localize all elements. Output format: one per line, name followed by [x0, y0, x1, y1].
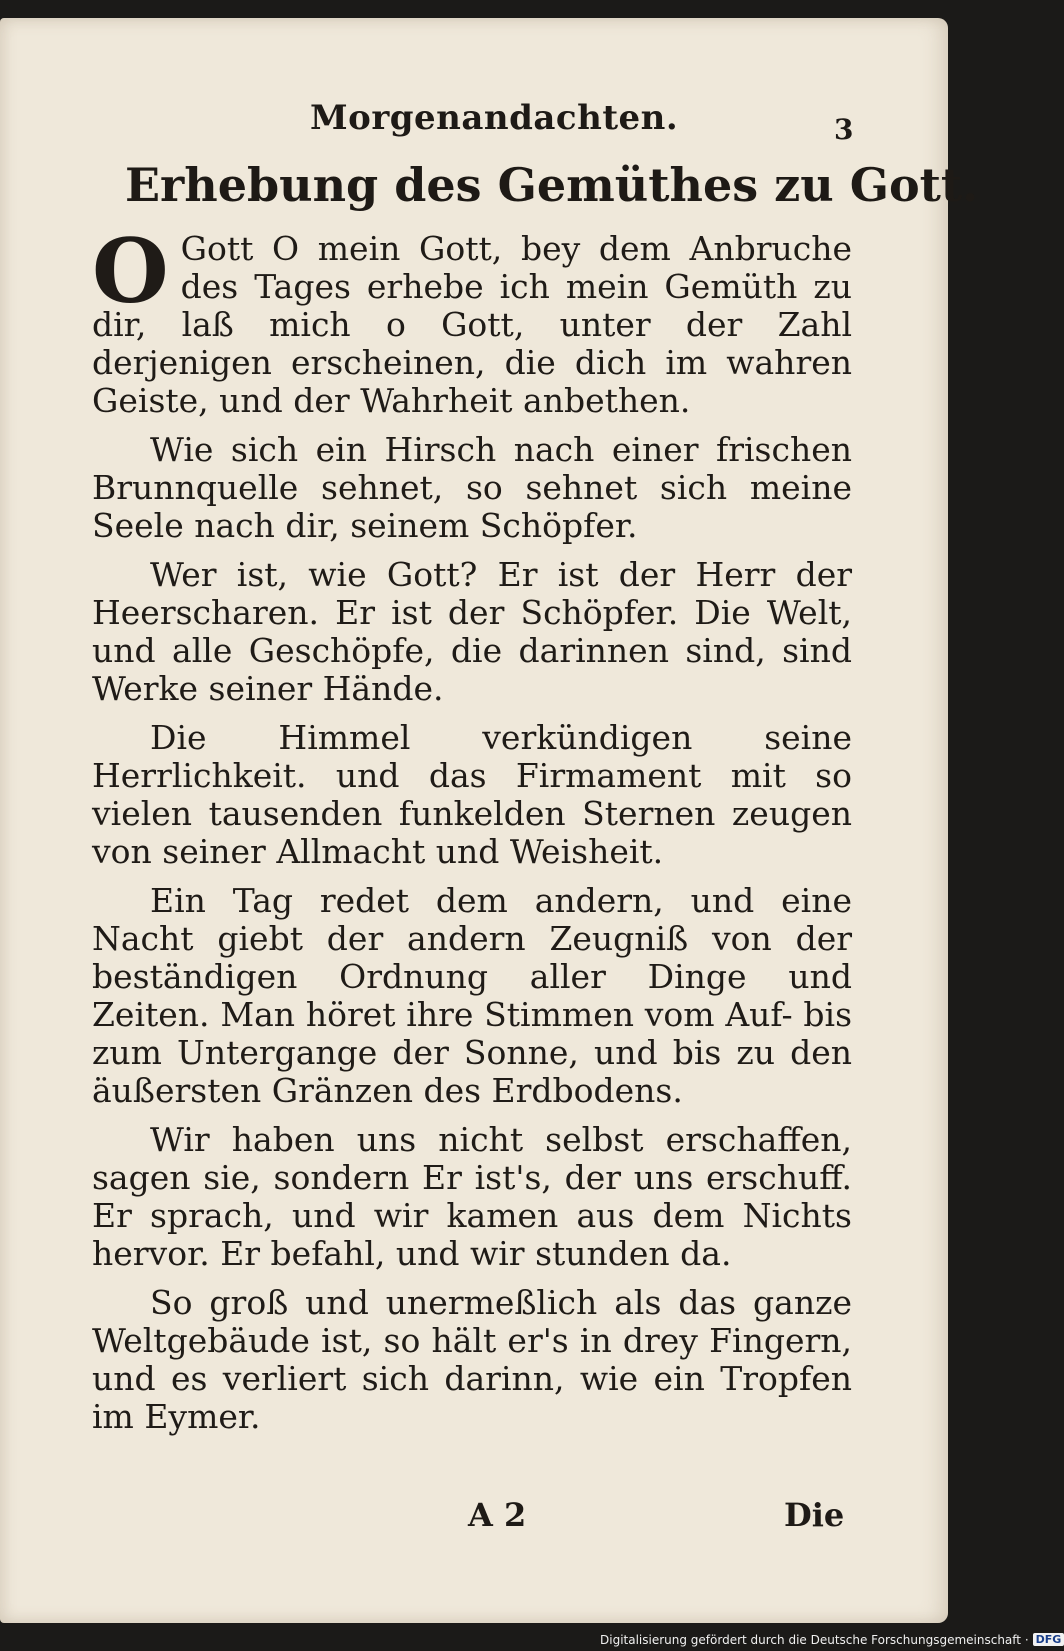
- paragraph-1: [92, 219, 852, 420]
- dfg-notice: [600, 1628, 1062, 1651]
- book-page: [0, 18, 979, 1623]
- drop-cap: O: [92, 219, 169, 323]
- signature-mark: A 2: [468, 1496, 527, 1534]
- paragraph-4: Die Himmel verkündigen seine Herrlichkeit. und das Firmament mit so vielen tausenden funkelden Sternen zeugen von seiner Allmacht und Weisheit.: [92, 718, 852, 871]
- dfg-notice-text: Digitalisierung gefördert durch die Deutsche Forschungsgemeinschaft ·: [600, 1632, 1029, 1647]
- paragraph-1-text: Gott O mein Gott, bey dem Anbruche des Tages erhebe ich mein Gemüth zu dir, laß mich o Gott, unter der Zahl derjenigen erscheinen, die dich im wahren Geiste, und der Wahrheit anbethen.: [92, 229, 852, 420]
- paragraph-7: So groß und unermeßlich als das ganze Weltgebäude ist, so hält er's in drey Fingern, und es verliert sich darinn, wie ein Tropfen im Eymer.: [92, 1283, 852, 1436]
- paragraph-6: Wir haben uns nicht selbst erschaffen, sagen sie, sondern Er ist's, der uns erschuff. Er sprach, und wir kamen aus dem Nichts hervor. Er befahl, und wir stunden da.: [92, 1120, 852, 1273]
- page-number: 3: [834, 113, 854, 146]
- paragraph-5: Ein Tag redet dem andern, und eine Nacht giebt der andern Zeugniß von der beständigen Ordnung aller Dinge und Zeiten. Man höret ihre Stimmen vom Auf- bis zum Untergange der Sonne, und bis zu den äußersten Gränzen des Erdbodens.: [92, 881, 852, 1110]
- paragraph-2: Wie sich ein Hirsch nach einer frischen Brunnquelle sehnet, so sehnet sich meine Seele nach dir, seinem Schöpfer.: [92, 430, 852, 545]
- paragraph-3: Wer ist, wie Gott? Er ist der Herr der Heerscharen. Er ist der Schöpfer. Die Welt, und alle Geschöpfe, die darinnen sind, sind Werke seiner Hände.: [92, 555, 852, 708]
- body-text: [92, 219, 852, 1447]
- section-title: Erhebung des Gemüthes zu Gott.: [125, 158, 979, 212]
- dfg-logo: DFG: [1033, 1633, 1064, 1646]
- catchword: Die: [784, 1496, 845, 1534]
- running-title: Morgenandachten.: [310, 98, 679, 138]
